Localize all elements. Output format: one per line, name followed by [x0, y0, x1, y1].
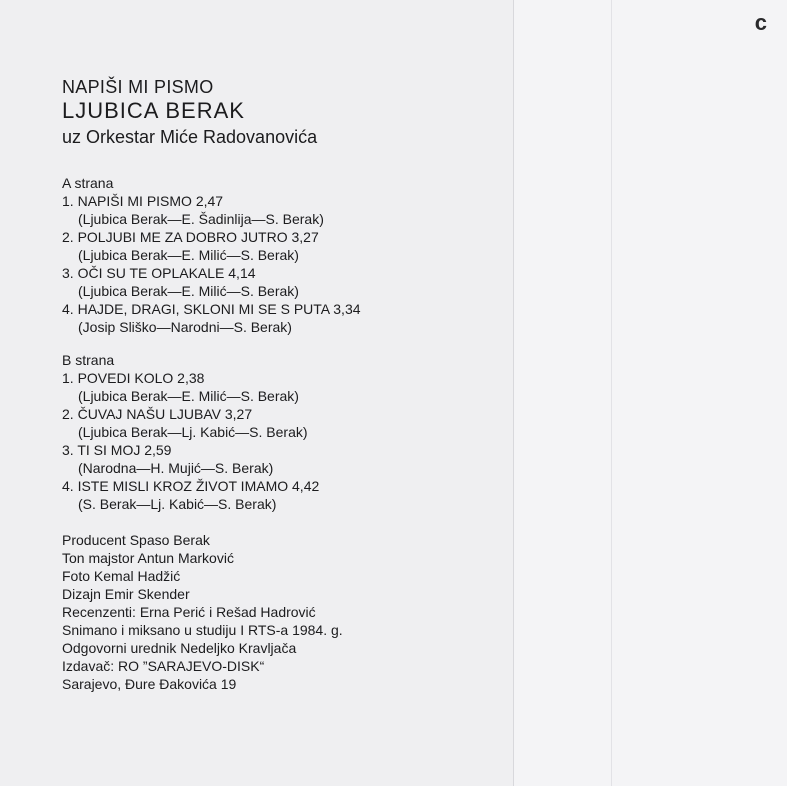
credit-line: Sarajevo, Đure Đakovića 19: [62, 676, 237, 692]
cover-right-panel: [513, 0, 787, 786]
track-title: ČUVAJ NAŠU LJUBAV: [77, 406, 221, 422]
credit-line: Ton majstor Antun Marković: [62, 550, 234, 566]
fold-line: [611, 0, 612, 786]
album-title: NAPIŠI MI PISMO: [62, 77, 214, 97]
track-credits: (Ljubica Berak—E. Milić—S. Berak): [78, 247, 299, 263]
fold-line: [513, 0, 514, 786]
track-credits: (Narodna—H. Mujić—S. Berak): [78, 460, 274, 476]
album-header: [62, 76, 317, 148]
track-list: [62, 369, 319, 513]
track-title-line: [62, 192, 361, 210]
track-title-line: [62, 264, 361, 282]
album-subtitle: uz Orkestar Miće Radovanovića: [62, 127, 318, 147]
track-duration: 3,34: [333, 301, 361, 317]
track-title: TI SI MOJ: [77, 442, 141, 458]
track-number: 1.: [62, 193, 74, 209]
track-duration: 2,47: [195, 193, 224, 209]
track-title-line: [62, 228, 361, 246]
track-credits: (Ljubica Berak—E. Milić—S. Berak): [78, 388, 299, 404]
track-number: 2.: [62, 406, 74, 422]
track-title-line: [62, 477, 319, 495]
track-title: OČI SU TE OPLAKALE: [77, 265, 225, 281]
track-number: 1.: [62, 370, 74, 386]
track-title-line: [62, 300, 361, 318]
track-list: [62, 192, 361, 336]
credit-line: Recenzenti: Erna Perić i Rešad Hadrović: [62, 604, 316, 620]
track-title: POLJUBI ME ZA DOBRO JUTRO: [77, 229, 288, 245]
track-duration: 3,27: [224, 406, 253, 422]
track-title: HAJDE, DRAGI, SKLONI MI SE S PUTA: [77, 301, 330, 317]
credit-line: Snimano i miksano u studiju I RTS-a 1984. g.: [62, 622, 343, 638]
track-title: POVEDI KOLO: [77, 370, 174, 386]
track-number: 4.: [62, 478, 74, 494]
credit-line: Foto Kemal Hadžić: [62, 568, 181, 584]
production-credits: [62, 531, 343, 693]
artist-name: LJUBICA BERAK: [62, 98, 245, 123]
track-credits: (Ljubica Berak—E. Šadinlija—S. Berak): [78, 211, 324, 227]
track-title-line: [62, 405, 319, 423]
track-credits: (Ljubica Berak—E. Milić—S. Berak): [78, 283, 299, 299]
track-credits: (Josip Sliško—Narodni—S. Berak): [78, 319, 292, 335]
side-b-section: [62, 351, 319, 513]
credit-line: Odgovorni urednik Nedeljko Kravljača: [62, 640, 297, 656]
track-duration: 2,59: [144, 442, 172, 458]
credit-line: Izdavač: RO ”SARAJEVO-DISK“: [62, 658, 265, 674]
track-duration: 4,42: [292, 478, 320, 494]
track-number: 4.: [62, 301, 74, 317]
track-credits: (S. Berak—Lj. Kabić—S. Berak): [78, 496, 277, 512]
side-a-label: A strana: [62, 175, 114, 191]
track-title: ISTE MISLI KROZ ŽIVOT IMAMO: [77, 478, 289, 494]
track-number: 3.: [62, 442, 74, 458]
track-title: NAPIŠI MI PISMO: [77, 193, 192, 209]
side-b-label: B strana: [62, 352, 115, 368]
credit-line: Producent Spaso Berak: [62, 532, 210, 548]
track-title-line: [62, 441, 319, 459]
track-title-line: [62, 369, 319, 387]
track-number: 2.: [62, 229, 74, 245]
track-number: 3.: [62, 265, 74, 281]
side-a-section: [62, 174, 361, 336]
track-duration: 2,38: [177, 370, 205, 386]
credit-line: Dizajn Emir Skender: [62, 586, 190, 602]
track-credits: (Ljubica Berak—Lj. Kabić—S. Berak): [78, 424, 308, 440]
track-duration: 3,27: [291, 229, 319, 245]
corner-mark: c: [754, 10, 767, 35]
track-duration: 4,14: [228, 265, 256, 281]
